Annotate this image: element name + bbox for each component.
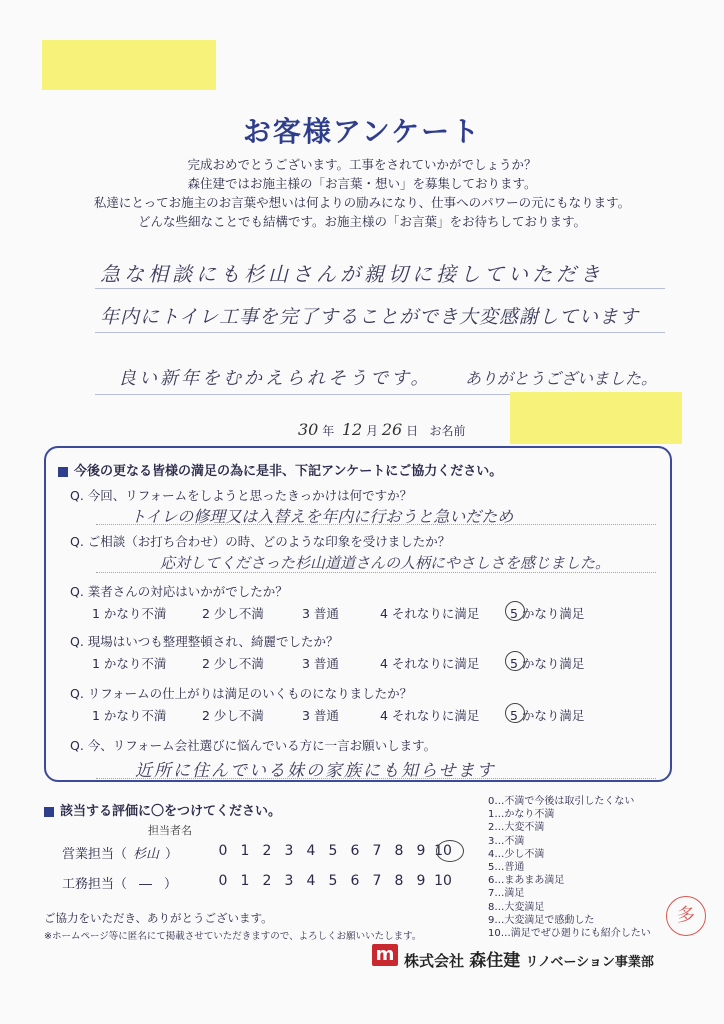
construction-digits xyxy=(212,873,454,889)
evaluation-heading-text: 該当する評価に〇をつけてください。 xyxy=(60,804,282,819)
company-logo-icon: m xyxy=(372,944,398,966)
digit[interactable]: 7 xyxy=(372,873,382,889)
sales-label: 営業担当 xyxy=(62,847,115,862)
thanks-text: ご協力をいただき、ありがとうございます。 xyxy=(44,911,273,925)
digit[interactable]: 0 xyxy=(218,873,228,889)
ruled-line xyxy=(95,288,665,289)
digit[interactable]: 4 xyxy=(306,843,316,859)
message-line-3: 良い新年をむかえられそうです。 xyxy=(118,368,432,389)
digit[interactable]: 1 xyxy=(240,873,250,889)
question-2: Q. ご相談（お打ち合わせ）の時、どのような印象を受けましたか？ xyxy=(70,534,451,549)
digit[interactable]: 8 xyxy=(394,873,404,889)
answer-1: トイレの修理又は入替えを年内に行おうと急いだため xyxy=(130,507,514,526)
digit[interactable]: 8 xyxy=(394,843,404,859)
question-4: Q. 現場はいつも整理整頓され、綺麗でしたか？ xyxy=(70,634,339,649)
scale-option-3[interactable]: 3 普通 xyxy=(302,656,339,671)
intro-line: 私達にとってお施主のお言葉や想いは何よりの励みになり、仕事へのパワーの元にもなります。 xyxy=(93,195,631,210)
intro-line: どんな些細なことでも結構です。お施主様の「お言葉」をお待ちしております。 xyxy=(137,214,586,229)
square-bullet-icon xyxy=(44,807,54,817)
construction-label: 工務担当 xyxy=(62,877,115,892)
legend-item: 4…少し不満 xyxy=(488,848,545,860)
day-unit: 日 xyxy=(406,424,419,438)
company-prefix: 株式会社 xyxy=(404,952,465,970)
digit[interactable]: 6 xyxy=(350,843,360,859)
digit[interactable]: 2 xyxy=(262,873,272,889)
legend-item: 3…不満 xyxy=(488,835,525,847)
digit[interactable]: 9 xyxy=(416,843,426,859)
sales-row: 営業担当（ 杉山 ） xyxy=(62,847,179,862)
scale-option-4[interactable]: 4 それなりに満足 xyxy=(380,606,480,621)
selected-circle-q5 xyxy=(505,703,525,723)
digit[interactable]: 5 xyxy=(328,873,338,889)
scale-option-2[interactable]: 2 少し不満 xyxy=(202,606,264,621)
digit[interactable]: 3 xyxy=(284,843,294,859)
ruled-line xyxy=(95,332,665,333)
intro-line: 森住建ではお施主様の「お言葉・想い」を募集しております。 xyxy=(187,176,537,191)
redacted-name-highlight xyxy=(510,392,682,444)
year-unit: 年 xyxy=(322,424,335,438)
date-day: 26 xyxy=(381,420,403,439)
legend-item: 0…不満で今後は取引したくない xyxy=(488,796,635,807)
date-month: 12 xyxy=(341,420,363,439)
page-title: お客様アンケート xyxy=(242,115,482,148)
digit[interactable]: 4 xyxy=(306,873,316,889)
answer-2: 応対してくださった杉山道道さんの人柄にやさしさを感じました。 xyxy=(160,554,611,572)
scale-option-5[interactable]: 5 かなり満足 xyxy=(510,606,585,621)
answer-line xyxy=(96,524,656,525)
selected-circle-q4 xyxy=(505,651,525,671)
message-line-2: 年内にトイレ工事を完了することができ大変感謝しています xyxy=(100,306,640,328)
scale-option-4[interactable]: 4 それなりに満足 xyxy=(380,708,480,723)
square-bullet-icon xyxy=(58,467,68,477)
legend-item: 2…大変不満 xyxy=(488,822,545,834)
digit[interactable]: 2 xyxy=(262,843,272,859)
sales-name: 杉山 xyxy=(133,847,160,862)
digit[interactable]: 10 xyxy=(434,843,452,859)
month-unit: 月 xyxy=(366,424,379,438)
message-line-4: ありがとうございました。 xyxy=(465,369,658,388)
message-line-1: 急な相談にも杉山さんが親切に接していただき xyxy=(100,262,604,286)
construction-name: ― xyxy=(139,877,153,892)
selected-circle-sales xyxy=(436,840,464,862)
legend-item: 5…普通 xyxy=(488,862,525,874)
scale-option-1[interactable]: 1 かなり不満 xyxy=(92,708,167,723)
scale-option-2[interactable]: 2 少し不満 xyxy=(202,708,264,723)
digit[interactable]: 5 xyxy=(328,843,338,859)
company-name xyxy=(404,946,654,971)
scale-option-5[interactable]: 5 かなり満足 xyxy=(510,708,585,723)
scale-option-3[interactable]: 3 普通 xyxy=(302,606,339,621)
digit[interactable]: 1 xyxy=(240,843,250,859)
scale-option-4[interactable]: 4 それなりに満足 xyxy=(380,656,480,671)
digit[interactable]: 3 xyxy=(284,873,294,889)
name-label: お名前 xyxy=(429,424,466,438)
legend-item: 8…大変満足 xyxy=(488,901,545,913)
survey-heading-text: 今後の更なる皆様の満足の為に是非、下記アンケートにご協力ください。 xyxy=(74,464,503,479)
date-line xyxy=(298,420,466,439)
legend-item: 10…満足でぜひ廻りにも紹介したい xyxy=(488,928,651,940)
scale-option-1[interactable]: 1 かなり不満 xyxy=(92,656,167,671)
construction-row: 工務担当（ ― ） xyxy=(62,877,178,892)
staff-name-label: 担当者名 xyxy=(148,824,192,837)
digit[interactable]: 9 xyxy=(416,873,426,889)
scale-option-1[interactable]: 1 かなり不満 xyxy=(92,606,167,621)
digit[interactable]: 7 xyxy=(372,843,382,859)
answer-line xyxy=(96,778,656,779)
redacted-name-highlight-top xyxy=(42,40,216,90)
sales-digits xyxy=(212,843,454,859)
evaluation-heading xyxy=(44,800,281,819)
survey-heading xyxy=(58,460,502,479)
company-main-name: 森住建 xyxy=(469,951,521,971)
question-5: Q. リフォームの仕上がりは満足のいくものになりましたか？ xyxy=(70,686,413,701)
scale-option-2[interactable]: 2 少し不満 xyxy=(202,656,264,671)
selected-circle-q3 xyxy=(505,601,525,621)
intro-text xyxy=(60,155,664,231)
date-year: 30 xyxy=(298,420,319,439)
note-text: ※ホームページ等に匿名にて掲載させていただきますので、よろしくお願いいたします。 xyxy=(44,931,422,942)
handwritten-stamp: 多 xyxy=(666,896,706,936)
question-6: Q. 今、リフォーム会社選びに悩んでいる方に一言お願いします。 xyxy=(70,738,437,753)
company-dept: リノベーション事業部 xyxy=(525,955,654,970)
question-1: Q. 今回、リフォームをしようと思ったきっかけは何ですか？ xyxy=(70,488,413,503)
scale-option-3[interactable]: 3 普通 xyxy=(302,708,339,723)
scale-option-5[interactable]: 5 かなり満足 xyxy=(510,656,585,671)
digit[interactable]: 10 xyxy=(434,873,452,889)
digit[interactable]: 6 xyxy=(350,873,360,889)
question-3: Q. 業者さんの対応はいかがでしたか？ xyxy=(70,584,288,599)
legend-item: 9…大変満足で感動した xyxy=(488,914,595,926)
rating-legend xyxy=(488,795,651,940)
answer-6: 近所に住んでいる妹の家族にも知らせます xyxy=(135,761,496,781)
intro-line: 完成おめでとうございます。工事をされていかがでしょうか？ xyxy=(187,157,537,172)
answer-line xyxy=(96,572,656,573)
digit[interactable]: 0 xyxy=(218,843,228,859)
legend-item: 7…満足 xyxy=(488,888,525,900)
legend-item: 6…まあまあ満足 xyxy=(488,875,565,887)
legend-item: 1…かなり不満 xyxy=(488,809,555,821)
